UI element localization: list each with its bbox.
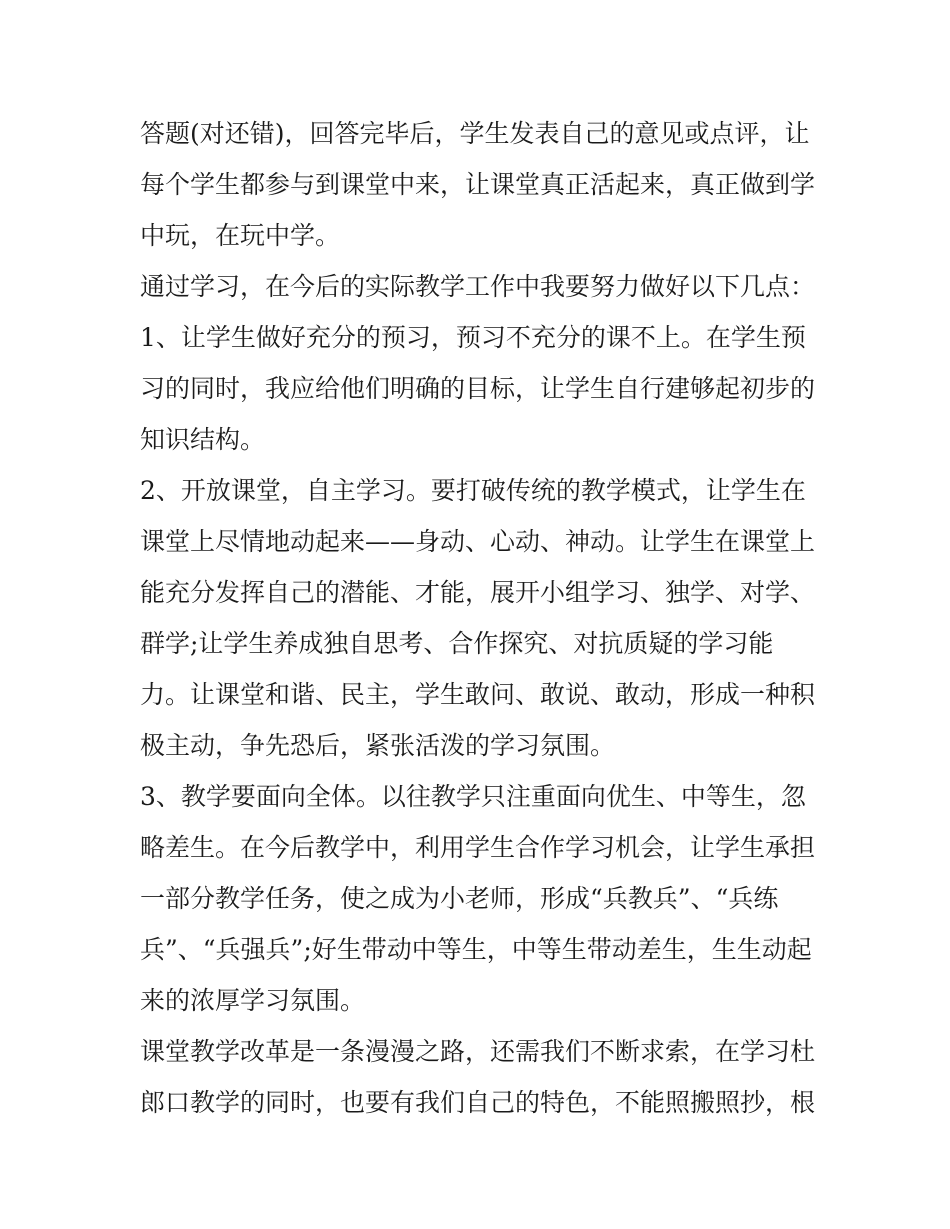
paragraph-6: 课堂教学改革是一条漫漫之路，还需我们不断求索，在学习杜郎口教学的同时，也要有我们自己的特色，不能照搬照抄，根 [140,1037,816,1117]
paragraph-4: 2、开放课堂，自主学习。要打破传统的教学模式，让学生在课堂上尽情地动起来——身动、心动、神动。让学生在课堂上能充分发挥自己的潜能、才能，展开小组学习、独学、对学、群学;让学生养成独自思考、合作探究、对抗质疑的学习能力。让课堂和谐、民主，学生敢问、敢说、敢动，形成一种积极主动，争先恐后，紧张活泼的学习氛围。 [140,476,816,760]
paragraph-3: 1、让学生做好充分的预习，预习不充分的课不上。在学生预习的同时，我应给他们明确的目标，让学生自行建够起初步的知识结构。 [140,323,816,454]
paragraph-5: 3、教学要面向全体。以往教学只注重面向优生、中等生，忽略差生。在今后教学中，利用学生合作学习机会，让学生承担一部分教学任务，使之成为小老师，形成“兵教兵”、“兵练兵”、“兵强兵”;好生带动中等生，中等生带动差生，生生动起来的浓厚学习氛围。 [140,782,816,1015]
paragraph-2: 通过学习，在今后的实际教学工作中我要努力做好以下几点： [140,272,816,301]
paragraph-1: 答题(对还错)，回答完毕后，学生发表自己的意见或点评，让每个学生都参与到课堂中来，让课堂真正活起来，真正做到学中玩，在玩中学。 [140,119,816,250]
document-body [140,108,820,1128]
